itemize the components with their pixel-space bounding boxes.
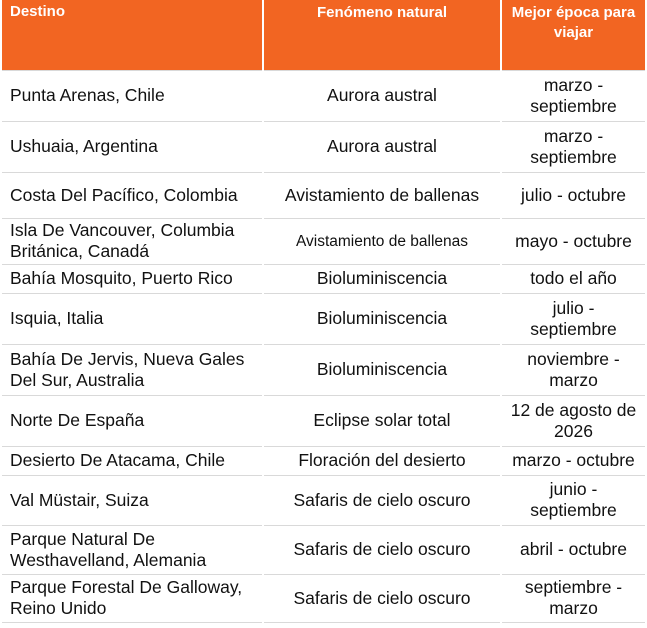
- cell-best-time: 12 de agosto de 2026: [501, 395, 645, 446]
- cell-destination: Ushuaia, Argentina: [2, 121, 263, 172]
- cell-best-time: marzo - septiembre: [501, 70, 645, 121]
- cell-best-time: mayo - octubre: [501, 218, 645, 264]
- cell-destination: Isla De Vancouver, Columbia Británica, Canadá: [2, 218, 263, 264]
- header-destination: Destino: [2, 0, 263, 70]
- table-row: [2, 525, 645, 574]
- cell-phenomenon: Aurora austral: [263, 70, 501, 121]
- cell-phenomenon: Bioluminiscencia: [263, 293, 501, 344]
- cell-phenomenon: Aurora austral: [263, 121, 501, 172]
- cell-phenomenon: Safaris de cielo oscuro: [263, 574, 501, 622]
- travel-phenomena-table: [2, 0, 645, 623]
- cell-best-time: julio - octubre: [501, 172, 645, 218]
- cell-phenomenon: Bioluminiscencia: [263, 264, 501, 293]
- table-body: [2, 70, 645, 622]
- table-row: [2, 293, 645, 344]
- cell-destination: Punta Arenas, Chile: [2, 70, 263, 121]
- cell-destination: Desierto De Atacama, Chile: [2, 446, 263, 475]
- cell-phenomenon: Floración del desierto: [263, 446, 501, 475]
- cell-best-time: todo el año: [501, 264, 645, 293]
- table-header: [2, 0, 645, 70]
- cell-destination: Bahía Mosquito, Puerto Rico: [2, 264, 263, 293]
- cell-phenomenon: Avistamiento de ballenas: [263, 218, 501, 264]
- table-row: [2, 395, 645, 446]
- table-row: [2, 218, 645, 264]
- cell-destination: Isquia, Italia: [2, 293, 263, 344]
- header-row: [2, 0, 645, 70]
- table-row: [2, 264, 645, 293]
- cell-best-time: junio - septiembre: [501, 475, 645, 525]
- table-row: [2, 344, 645, 395]
- cell-destination: Costa Del Pacífico, Colombia: [2, 172, 263, 218]
- cell-best-time: julio - septiembre: [501, 293, 645, 344]
- table-row: [2, 70, 645, 121]
- cell-destination: Bahía De Jervis, Nueva Gales Del Sur, Australia: [2, 344, 263, 395]
- table-row: [2, 446, 645, 475]
- cell-phenomenon: Eclipse solar total: [263, 395, 501, 446]
- cell-phenomenon: Safaris de cielo oscuro: [263, 475, 501, 525]
- cell-destination: Parque Forestal De Galloway, Reino Unido: [2, 574, 263, 622]
- cell-best-time: marzo - septiembre: [501, 121, 645, 172]
- cell-best-time: abril - octubre: [501, 525, 645, 574]
- cell-best-time: marzo - octubre: [501, 446, 645, 475]
- cell-phenomenon: Safaris de cielo oscuro: [263, 525, 501, 574]
- table-row: [2, 172, 645, 218]
- table-row: [2, 475, 645, 525]
- cell-destination: Val Müstair, Suiza: [2, 475, 263, 525]
- cell-best-time: septiembre - marzo: [501, 574, 645, 622]
- cell-destination: Norte De España: [2, 395, 263, 446]
- cell-best-time: noviembre - marzo: [501, 344, 645, 395]
- table-row: [2, 574, 645, 622]
- header-best-time: Mejor época para viajar: [501, 0, 645, 70]
- table-row: [2, 121, 645, 172]
- header-phenomenon: Fenómeno natural: [263, 0, 501, 70]
- cell-phenomenon: Bioluminiscencia: [263, 344, 501, 395]
- cell-phenomenon: Avistamiento de ballenas: [263, 172, 501, 218]
- cell-destination: Parque Natural De Westhavelland, Alemania: [2, 525, 263, 574]
